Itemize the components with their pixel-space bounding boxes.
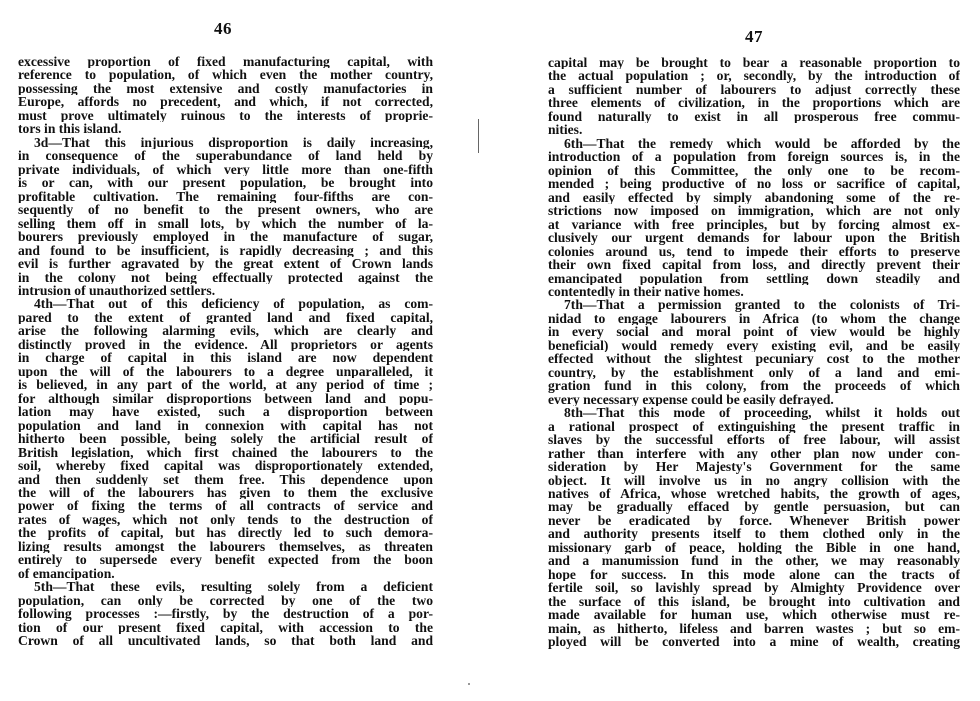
- text-line: 4th—That out of this deficiency of population, as com-: [34, 297, 433, 311]
- text-line: and a manumission fund in the other, we may reasonably: [548, 554, 960, 568]
- text-line: 7th—That a permission granted to the colonists of Tri-: [564, 298, 960, 312]
- text-line: rather than interfere with any other plan now under con-: [548, 446, 960, 461]
- text-line: power of fixing the terms of all contracts of service and: [18, 499, 433, 513]
- text-line: contentedly in their native homes.: [548, 284, 744, 299]
- text-line: of emancipation.: [18, 566, 115, 581]
- text-line: slaves by the successful efforts of free labour, will assist: [548, 433, 960, 447]
- text-line: made available for human use, which otherwise must re-: [548, 608, 960, 622]
- text-line: pared to the extent of granted land and fixed capital,: [18, 310, 433, 325]
- page-text: [548, 56, 960, 649]
- paper-speck: [468, 683, 470, 685]
- text-line: a sufficient number of labourers to adjust correctly these: [548, 82, 960, 97]
- text-line: mended ; being productive of no loss or sacrifice of capital,: [548, 177, 960, 191]
- text-line: lation may have existed, such a disproportion between: [18, 405, 433, 419]
- text-line: a rational prospect of extinguishing the present traffic in: [548, 419, 960, 434]
- page-number: 46: [214, 19, 232, 38]
- text-line: gration fund in this colony, from the proceeds of which: [548, 379, 960, 393]
- text-line: hitherto been possible, being solely the artificial result of: [18, 432, 433, 446]
- text-line: missionary garb of peace, holding the Bible in one hand,: [548, 540, 960, 555]
- text-line: Crown of all uncultivated lands, so that both land and: [18, 634, 433, 648]
- text-line: lizing results amongst the labourers themselves, as threaten: [18, 539, 433, 554]
- text-line: effected without the slightest pecuniary cost to the mother: [548, 352, 960, 366]
- right-page: [548, 0, 960, 701]
- text-line: colonies around us, tend to impede their efforts to preserve: [548, 244, 960, 259]
- text-line: 5th—That these evils, resulting solely from a deficient: [34, 580, 433, 594]
- text-line: Europe, affords no precedent, and which, if not corrected,: [18, 95, 433, 109]
- text-line: every necessary expense could be easily defrayed.: [548, 392, 834, 407]
- text-line: and then suddenly set them free. This dependence upon: [18, 472, 433, 486]
- text-line: never be eradicated by force. Whenever British power: [548, 513, 960, 528]
- text-line: the surface of this island, be brought into cultivation and: [548, 594, 960, 609]
- text-line: beneficial) would remedy every existing evil, and be easily: [548, 338, 960, 353]
- text-line: main, as hitherto, lifeless and barren wastes ; but so em-: [548, 621, 960, 636]
- text-line: found naturally to exist in all prosperous free commu-: [548, 109, 960, 124]
- text-line: the will of the labourers has given to them the exclusive: [18, 486, 433, 500]
- text-line: upon the will of the labourers to a degree unparalleled, it: [18, 364, 433, 379]
- text-line: clusively our urgent demands for labour upon the British: [548, 231, 960, 245]
- text-line: tion of our present fixed capital, with accession to the: [18, 620, 433, 635]
- text-line: nidad to engage labourers in Africa (to whom the change: [548, 311, 960, 326]
- text-line: sequently of no benefit to the present owners, who are: [18, 203, 433, 217]
- text-line: profitable cultivation. The remaining four-fifths are con-: [18, 189, 433, 204]
- gutter-mark: [478, 119, 479, 153]
- text-line: fertile soil, so lavishly spread by Almighty Providence over: [548, 581, 960, 595]
- left-page: [18, 0, 433, 701]
- text-line: at variance with free principles, but by forcing almost ex-: [548, 217, 960, 232]
- text-line: 8th—That this mode of proceeding, whilst it holds out: [564, 406, 960, 420]
- text-line: may be gradually effaced by gentle persuasion, but can: [548, 500, 960, 514]
- text-line: in charge of capital in this island are now dependent: [18, 351, 433, 365]
- text-line: sideration by Her Majesty's Government for the same: [548, 460, 960, 474]
- text-line: the actual population ; or, secondly, by the introduction of: [548, 69, 960, 83]
- text-line: strictions now imposed on immigration, which are not only: [548, 204, 960, 218]
- text-line: in the colony not being effectually protected against the: [18, 270, 433, 284]
- text-line: their own fixed capital from loss, and directly prevent their: [548, 258, 960, 272]
- text-line: country, by the establishment only of a land and emi-: [548, 365, 960, 380]
- text-line: excessive proportion of fixed manufacturing capital, with: [18, 55, 433, 69]
- text-line: evil is further agravated by the great extent of Crown lands: [18, 257, 433, 271]
- text-line: following processes :—firstly, by the destruction of a por-: [18, 607, 433, 621]
- text-line: the profits of capital, but has directly led to such demora-: [18, 526, 433, 540]
- text-line: entirely to supersede every benefit expected from the boon: [18, 553, 433, 567]
- text-line: distinctly proved in the evidence. All proprietors or agents: [18, 337, 433, 352]
- text-line: private individuals, of which very little more than one-fifth: [18, 162, 433, 177]
- text-line: in consequence of the superabundance of land held by: [18, 149, 433, 163]
- text-line: tors in this island.: [18, 122, 122, 136]
- text-line: 6th—That the remedy which would be afforded by the: [564, 136, 960, 151]
- page-number: 47: [745, 27, 763, 46]
- text-line: in every social and moral point of view would be highly: [548, 325, 960, 339]
- text-line: British legislation, which first chained the labourers to the: [18, 445, 433, 460]
- text-line: selling them off in small lots, by which the number of la-: [18, 216, 433, 231]
- text-line: population, can only be corrected by one of the two: [18, 593, 433, 608]
- text-line: emancipated population from settling down steadily and: [548, 271, 960, 285]
- text-line: hope for success. In this mode alone can the tracts of: [548, 567, 960, 582]
- text-line: population and land in connexion with capital has not: [18, 418, 433, 433]
- text-line: object. It will involve us in no angry collision with the: [548, 473, 960, 487]
- text-line: and found to be insufficient, is rapidly decreasing ; and this: [18, 243, 433, 258]
- text-line: is believed, in any part of the world, at any period of time ;: [18, 378, 433, 392]
- text-line: for although similar disproportions between land and popu-: [18, 391, 433, 406]
- text-line: soil, whereby fixed capital was disproportionately extended,: [18, 459, 433, 473]
- text-line: opinion of this Committee, the only one to be recom-: [548, 163, 960, 178]
- page-text: [18, 55, 433, 648]
- text-line: introduction of a population from foreign sources is, in the: [548, 150, 960, 164]
- text-line: possessing the most extensive and costly manufactories in: [18, 81, 433, 96]
- text-line: is or can, with our present population, be brought into: [18, 176, 433, 190]
- text-line: bourers previously employed in the manufacture of sugar,: [18, 230, 433, 244]
- text-line: three elements of civilization, in the proportions which are: [548, 96, 960, 110]
- text-line: arise the following alarming evils, which are clearly and: [18, 324, 433, 338]
- text-line: capital may be brought to bear a reasonable proportion to: [548, 56, 960, 70]
- text-line: nities.: [548, 123, 583, 137]
- text-line: ployed will be converted into a mine of wealth, creating: [548, 635, 960, 649]
- text-line: and authority presents itself to them clothed only in the: [548, 527, 960, 541]
- text-line: must prove ultimately ruinous to the interests of proprie-: [18, 108, 433, 123]
- text-line: reference to population, of which even the mother country,: [18, 68, 433, 82]
- text-line: and easily effected by simply abandoning some of the re-: [548, 190, 960, 205]
- text-line: rates of wages, which not only tends to the destruction of: [18, 512, 433, 527]
- text-line: intrusion of unauthorized settlers.: [18, 283, 216, 298]
- text-line: natives of Africa, whose wretched habits, the growth of ages,: [548, 487, 960, 501]
- text-line: 3d—That this injurious disproportion is daily increasing,: [34, 135, 433, 150]
